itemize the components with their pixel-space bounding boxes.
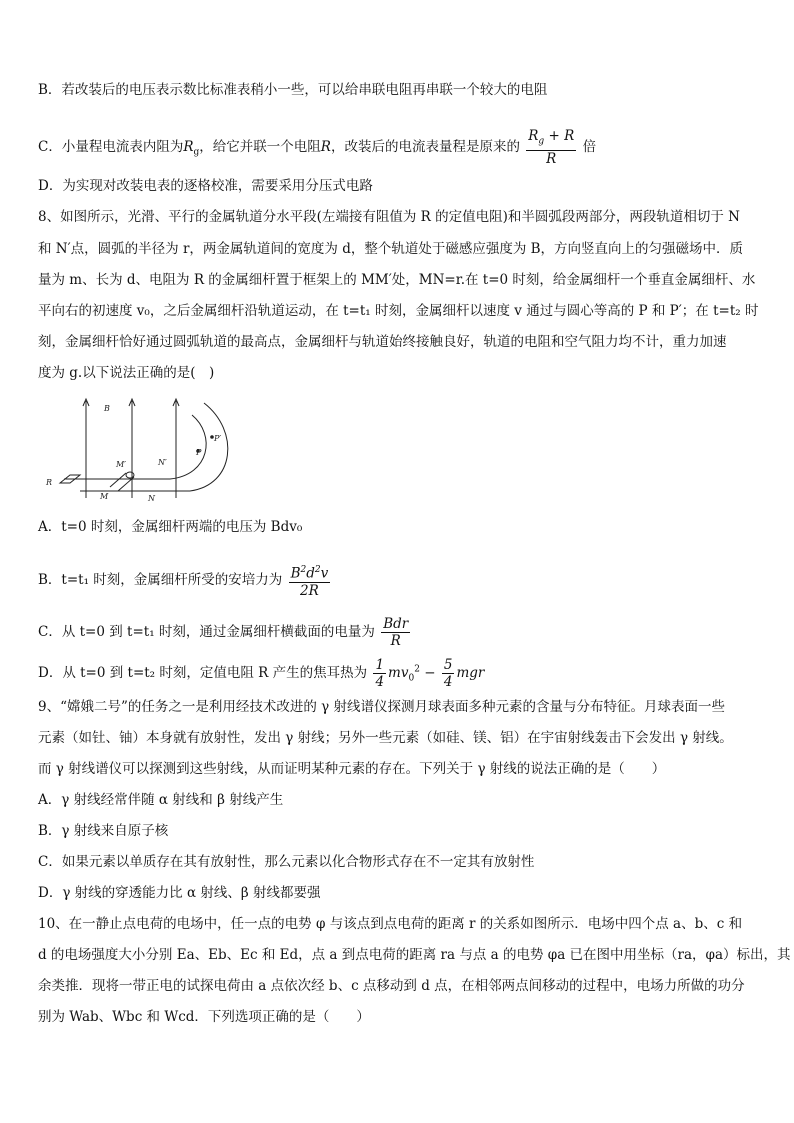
option-c-text-2: ，给它并联一个电阻: [199, 138, 321, 155]
q8-option-b-text: B．t=t₁ 时刻，金属细杆所受的安培力为: [38, 571, 283, 588]
q10-line-3: 余类推．现将一带正电的试探电荷由 a 点依次经 b、c 点移动到 d 点，在相邻两点间移动的过程中，电场力所做的功分: [38, 978, 745, 994]
option-c-text-4: 倍: [582, 138, 597, 155]
q8-option-d: D．从 t=0 到 t=t₂ 时刻，定值电阻 R 产生的焦耳热为 $\frac{1}{4}$ $mv_0^2$ − $\frac{5}{4}$ mgr: [38, 657, 485, 690]
option-b-prev: B．若改装后的电压表示数比标准表稍小一些，可以给串联电阻再串联一个较大的电阻: [38, 82, 548, 98]
label-p: P: [196, 448, 202, 457]
label-n-prime: N′: [158, 458, 167, 467]
q8-line-1: 8、如图所示，光滑、平行的金属轨道分水平段(左端接有阻值为 R 的定值电阻)和半圆弧段两部分，两段轨道相切于 N: [38, 209, 740, 225]
q9-line-3: 而 γ 射线谱仪可以探测到这些射线，从而证明某种元素的存在。下列关于 γ 射线的说法正确的是（ ）: [38, 761, 666, 777]
q9-line-1: 9、“嫦娥二号”的任务之一是利用经技术改进的 γ 射线谱仪探测月球表面多种元素的含量与分布特征。月球表面一些: [38, 699, 726, 715]
q8-line-6: 度为 g.以下说法正确的是( ): [38, 365, 215, 381]
q8-option-c: [38, 616, 758, 649]
q10-line-2: d 的电场强度大小分别 Ea、Eb、Ec 和 Ed，点 a 到点电荷的距离 ra 与点 a 的电势 φa 已在图中用坐标（ra，φa）标出，其: [38, 947, 791, 963]
label-m-prime: M′: [116, 460, 127, 469]
q9-option-c: C．如果元素以单质存在其有放射性，那么元素以化合物形式存在不一定其有放射性: [38, 854, 535, 870]
label-m: M: [100, 492, 109, 501]
rail-diagram: [40, 393, 240, 503]
q8-line-4: 平向右的初速度 v₀，之后金属细杆沿轨道运动，在 t=t₁ 时刻，金属细杆以速度 v 通过与圆心等高的 P 和 P′；在 t=t₂ 时: [38, 303, 759, 319]
q9-option-a: A．γ 射线经常伴随 α 射线和 β 射线产生: [38, 792, 284, 808]
q10-line-1: 10、在一静止点电荷的电场中，任一点的电势 φ 与该点到点电荷的距离 r 的关系如图所示．电场中四个点 a、b、c 和: [38, 916, 743, 932]
q8-option-d-text: D．从 t=0 到 t=t₂ 时刻，定值电阻 R 产生的焦耳热为: [38, 665, 368, 681]
q10-line-4: 别为 Wab、Wbc 和 Wcd．下列选项正确的是（ ）: [38, 1009, 370, 1025]
fraction-five-quarters: $\frac{5}{4}$: [443, 657, 453, 690]
option-c-prev: C．小量程电流表内阻为$R_g$，给它并联一个电阻R，改装后的电流表量程是原来的 $\frac{R_g + R}{R}$ 倍: [38, 128, 597, 167]
fraction-b2d2v-over-2r: $\frac{B^2d^2v}{2R}$: [289, 562, 331, 599]
q8-line-3: 量为 m、长为 d、电阻为 R 的金属细杆置于框架上的 MM′处，MN=r.在 t=0 时刻，给金属细杆一个垂直金属细杆、水: [38, 272, 756, 288]
option-d-prev: D．为实现对改装电表的逐格校准，需要采用分压式电路: [38, 178, 373, 194]
q8-option-c-text: C．从 t=0 到 t=t₁ 时刻，通过金属细杆横截面的电量为: [38, 624, 375, 640]
q9-option-b: B．γ 射线来自原子核: [38, 823, 169, 839]
label-b-field: B: [104, 404, 110, 413]
option-c-text-1: C．小量程电流表内阻为: [38, 138, 184, 155]
fraction-bdr-over-r: $\frac{\text{Bdr}}{R}$: [383, 616, 409, 649]
label-n: N: [148, 494, 155, 503]
q8-option-a: A．t=0 时刻，金属细杆两端的电压为 Bdv₀: [38, 519, 303, 535]
fraction-rg-r-over-r: $\frac{R_g + R}{R}$: [528, 128, 575, 167]
label-r: R: [46, 478, 53, 487]
fraction-one-quarter: $\frac{1}{4}$: [375, 657, 385, 690]
q8-line-5: 刻，金属细杆恰好通过圆弧轨道的最高点，金属细杆与轨道始终接触良好，轨道的电阻和空气阻力均不计，重力加速: [38, 334, 727, 350]
q8-option-b: [38, 562, 758, 599]
q8-line-2: 和 N′点，圆弧的半径为 r，两金属轨道间的宽度为 d，整个轨道处于磁感应强度为 B，方向竖直向上的匀强磁场中．质: [38, 241, 744, 257]
q9-option-d: D．γ 射线的穿透能力比 α 射线、β 射线都要强: [38, 885, 321, 901]
option-c-text-3: ，改装后的电流表量程是原来的: [330, 138, 520, 155]
label-p-prime: P′: [214, 434, 222, 443]
q9-line-2: 元素（如钍、铀）本身就有放射性，发出 γ 射线；另外一些元素（如硅、镁、铝）在宇宙射线轰击下会发出 γ 射线。: [38, 730, 733, 746]
